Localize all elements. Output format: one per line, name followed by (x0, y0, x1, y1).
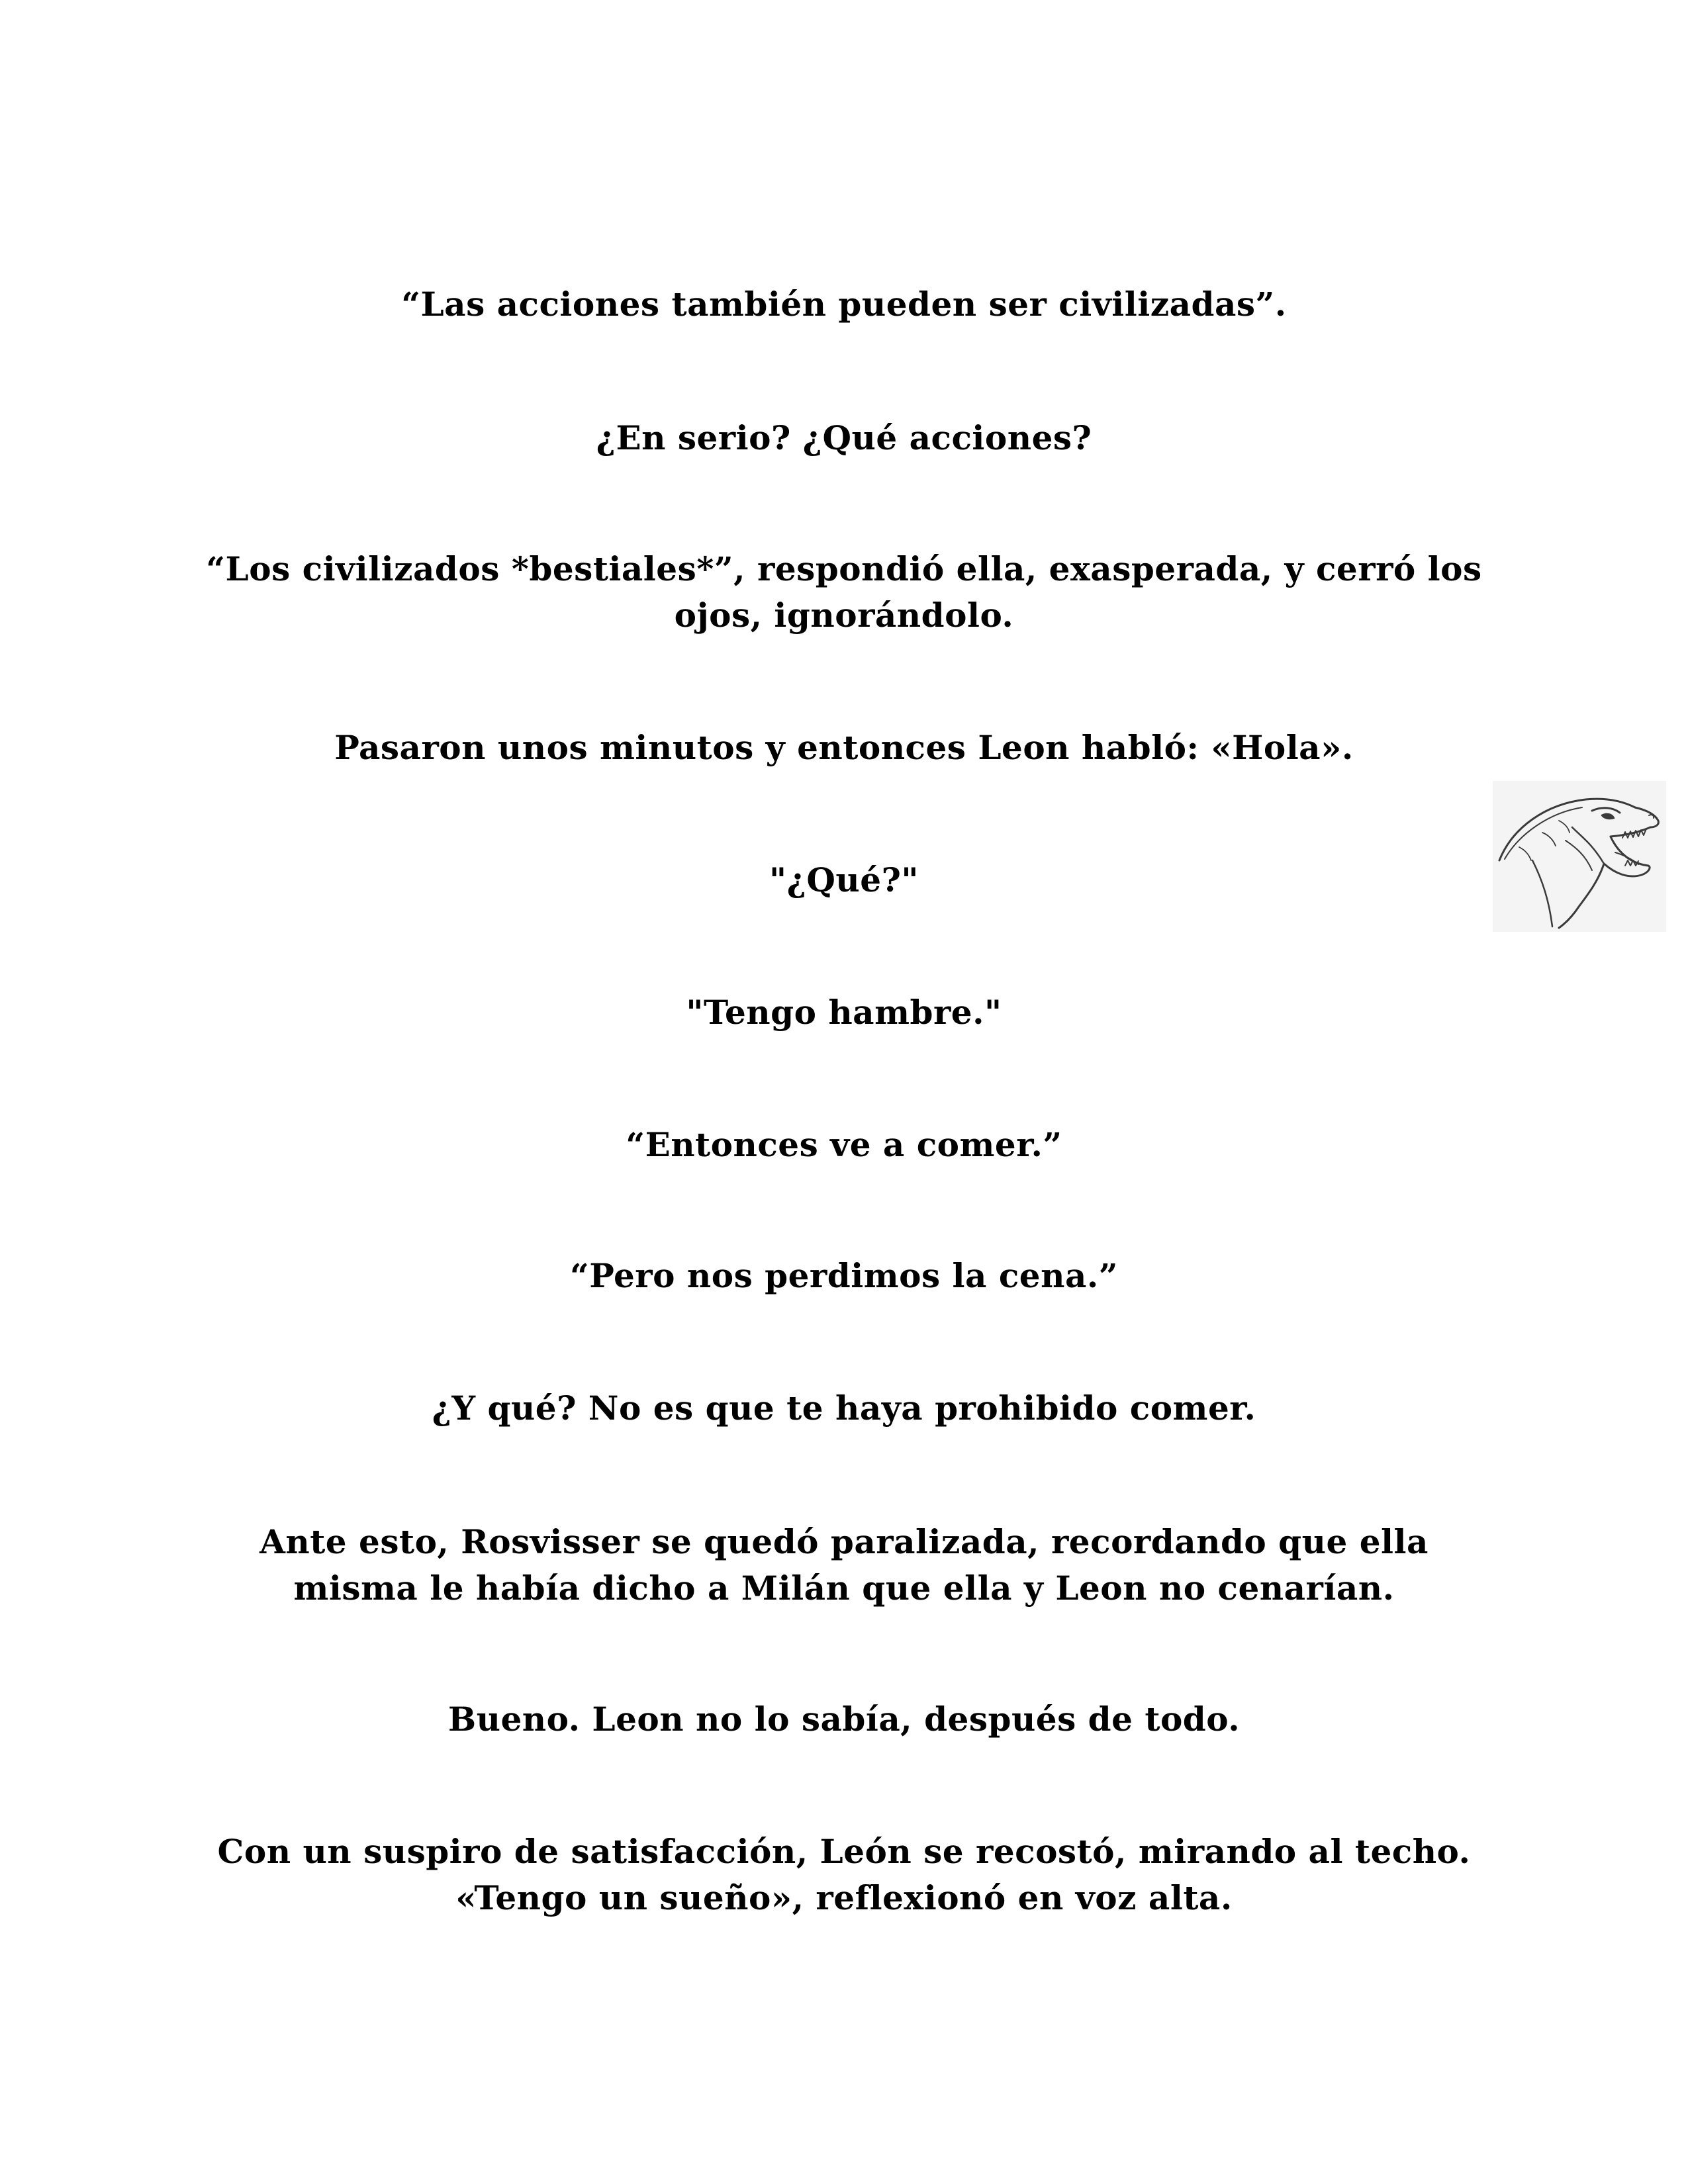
paragraph-11: Bueno. Leon no lo sabía, después de todo. (447, 1700, 1241, 1739)
paragraph-8: “Pero nos perdimos la cena.” (569, 1256, 1119, 1295)
paragraph-5: "¿Qué?" (769, 860, 919, 899)
paragraph-7: “Entonces ve a comer.” (626, 1125, 1062, 1164)
paragraph-9: ¿Y qué? No es que te haya prohibido comer. (432, 1388, 1256, 1428)
paragraph-2: ¿En serio? ¿Qué acciones? (596, 418, 1092, 457)
paragraph-1: “Las acciones también pueden ser civilizadas”. (401, 285, 1287, 324)
paragraph-4: Pasaron unos minutos y entonces Leon habló: «Hola». (334, 728, 1354, 767)
paragraph-10: Ante esto, Rosvisser se quedó paralizada, recordando que ella misma le había dicho a Milán que ella y Leon no cenarían. (259, 1522, 1429, 1608)
paragraph-12: Con un suspiro de satisfacción, León se recostó, mirando al techo. «Tengo un sueño», reflexionó en voz alta. (217, 1832, 1471, 1917)
paragraph-3: “Los civilizados *bestiales*”, respondió ella, exasperada, y cerró los ojos, ignorándolo. (206, 549, 1482, 635)
dinosaur-sketch-icon (1493, 781, 1666, 932)
paragraph-6: "Tengo hambre." (686, 993, 1002, 1032)
